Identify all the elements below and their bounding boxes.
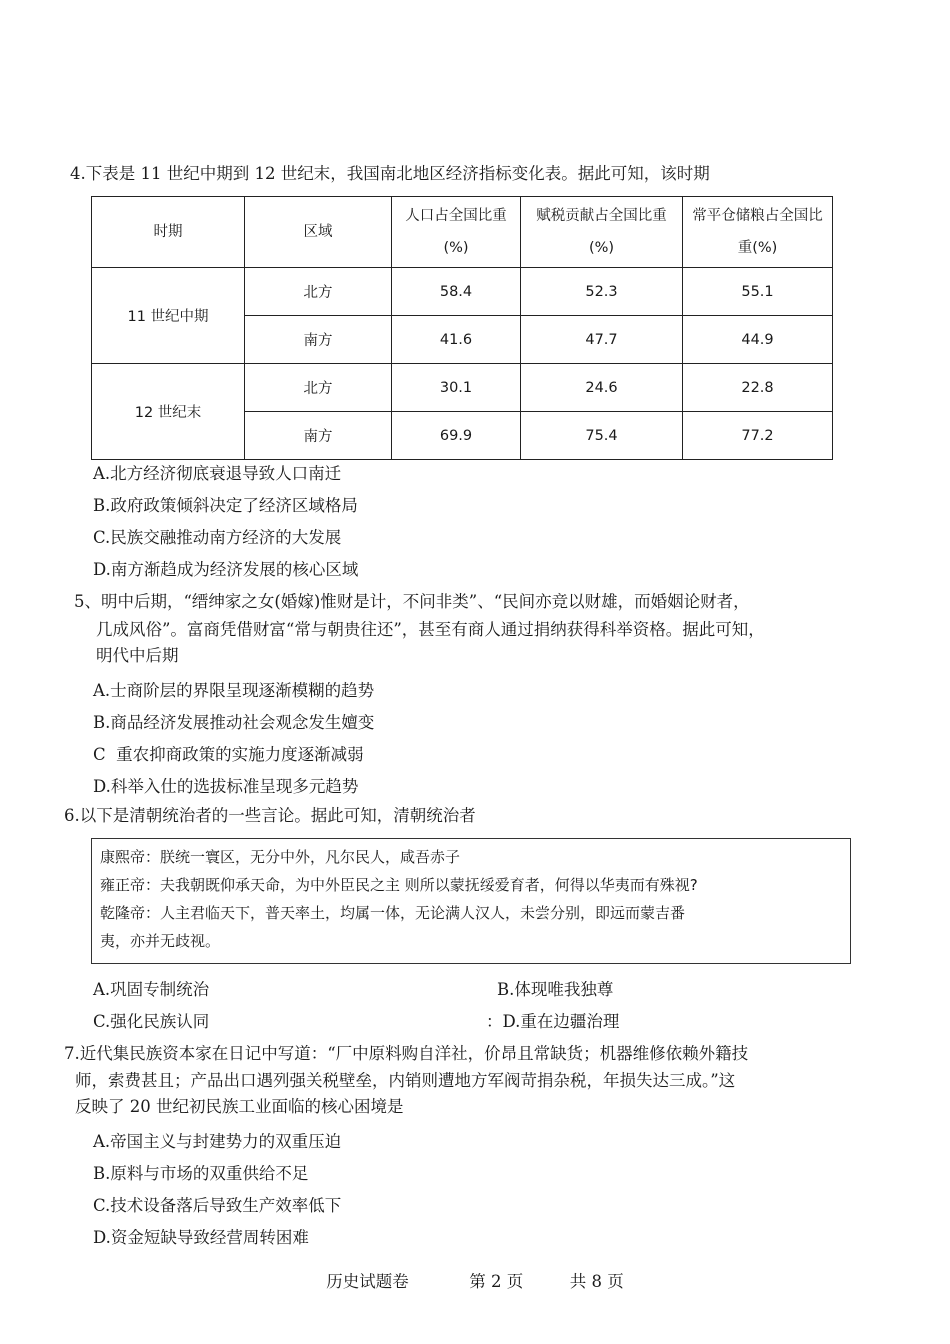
footer-page-number: 第 2 页 bbox=[469, 1272, 524, 1291]
quote-kangxi: 康熙帝：朕统一寰区，无分中外，凡尔民人，咸吾赤子 bbox=[100, 848, 461, 866]
footer-total-pages: 共 8 页 bbox=[569, 1272, 624, 1291]
q5-option-c[interactable]: C 重农抑商政策的实施力度逐渐减弱 bbox=[93, 745, 364, 764]
q7-option-c[interactable]: C.技术设备落后导致生产效率低下 bbox=[93, 1196, 342, 1215]
q4-stem: 4.下表是 11 世纪中期到 12 世纪末，我国南北地区经济指标变化表。据此可知，该时期 bbox=[70, 164, 710, 183]
header-population: 人口占全国比重(%) bbox=[392, 197, 521, 268]
tax-cell: 75.4 bbox=[521, 412, 683, 460]
grain-cell: 22.8 bbox=[683, 364, 833, 412]
table-row bbox=[92, 364, 833, 412]
q7-option-b[interactable]: B.原料与市场的双重供给不足 bbox=[93, 1164, 309, 1183]
region-cell: 南方 bbox=[245, 316, 392, 364]
tax-cell: 47.7 bbox=[521, 316, 683, 364]
q7-stem-line-3: 反映了 20 世纪初民族工业面临的核心困境是 bbox=[75, 1097, 404, 1116]
pop-cell: 41.6 bbox=[392, 316, 521, 364]
q4-option-d[interactable]: D.南方渐趋成为经济发展的核心区域 bbox=[93, 560, 359, 579]
q6-stem: 6.以下是清朝统治者的一些言论。据此可知，清朝统治者 bbox=[64, 806, 476, 825]
q5-option-d[interactable]: D.科举入仕的选拔标准呈现多元趋势 bbox=[93, 777, 359, 796]
region-cell: 南方 bbox=[245, 412, 392, 460]
q7-option-a[interactable]: A.帝国主义与封建势力的双重压迫 bbox=[93, 1132, 342, 1151]
header-grain: 常平仓储粮占全国比重(%) bbox=[683, 197, 833, 268]
quote-qianlong-cont: 夷，亦并无歧视。 bbox=[100, 932, 221, 950]
pop-cell: 30.1 bbox=[392, 364, 521, 412]
grain-cell: 55.1 bbox=[683, 268, 833, 316]
quote-box bbox=[91, 838, 851, 964]
q5-stem-line-1: 5、明中后期，“缙绅家之女(婚嫁)惟财是计，不问非类”、“民间亦竞以财雄，而婚姻论财者， bbox=[74, 592, 750, 611]
q5-stem-line-3: 明代中后期 bbox=[96, 646, 179, 665]
page-footer bbox=[0, 1268, 950, 1292]
q6-option-c[interactable]: C.强化民族认同 bbox=[93, 1012, 210, 1031]
q5-option-a[interactable]: A.士商阶层的界限呈现逐渐模糊的趋势 bbox=[93, 681, 375, 700]
q7-option-d[interactable]: D.资金短缺导致经营周转困难 bbox=[93, 1228, 309, 1247]
tax-cell: 24.6 bbox=[521, 364, 683, 412]
q6-option-d[interactable]: ：D.重在边疆治理 bbox=[486, 1012, 620, 1031]
pop-cell: 69.9 bbox=[392, 412, 521, 460]
header-period: 时期 bbox=[92, 197, 245, 268]
quote-yongzheng: 雍正帝：夫我朝既仰承天命，为中外臣民之主 则所以蒙抚绥爱育者，何得以华夷而有殊视? bbox=[100, 876, 698, 894]
grain-cell: 44.9 bbox=[683, 316, 833, 364]
region-cell: 北方 bbox=[245, 268, 392, 316]
quote-qianlong: 乾隆帝：人主君临天下，普天率土，均属一体，无论满人汉人，未尝分别，即远而蒙吉番 bbox=[100, 904, 686, 922]
tax-cell: 52.3 bbox=[521, 268, 683, 316]
header-region: 区域 bbox=[245, 197, 392, 268]
q5-option-b[interactable]: B.商品经济发展推动社会观念发生嬗变 bbox=[93, 713, 375, 732]
q6-option-a[interactable]: A.巩固专制统治 bbox=[93, 980, 210, 999]
economy-table bbox=[91, 196, 833, 460]
q4-option-b[interactable]: B.政府政策倾斜决定了经济区域格局 bbox=[93, 496, 358, 515]
q4-option-a[interactable]: A.北方经济彻底衰退导致人口南迁 bbox=[93, 464, 342, 483]
q5-stem-line-2: 几成风俗”。富商凭借财富“常与朝贵往还”，甚至有商人通过捐纳获得科举资格。据此可知， bbox=[96, 620, 765, 639]
pop-cell: 58.4 bbox=[392, 268, 521, 316]
period-cell: 11 世纪中期 bbox=[92, 268, 245, 364]
q6-option-b[interactable]: B.体现唯我独尊 bbox=[497, 980, 614, 999]
region-cell: 北方 bbox=[245, 364, 392, 412]
table-header-row bbox=[92, 197, 833, 268]
period-cell: 12 世纪末 bbox=[92, 364, 245, 460]
table-row bbox=[92, 268, 833, 316]
footer-title: 历史试题卷 bbox=[326, 1272, 409, 1291]
q7-stem-line-1: 7.近代集民族资本家在日记中写道：“厂中原料购自洋社，价昂且常缺货；机器维修依赖外籍技 bbox=[64, 1044, 749, 1063]
q4-option-c[interactable]: C.民族交融推动南方经济的大发展 bbox=[93, 528, 342, 547]
grain-cell: 77.2 bbox=[683, 412, 833, 460]
q7-stem-line-2: 师，索费甚且；产品出口遇列强关税壁垒，内销则遭地方军阀苛捐杂税，年损失达三成。”这 bbox=[75, 1071, 736, 1090]
header-tax: 赋税贡献占全国比重 (%) bbox=[521, 197, 683, 268]
